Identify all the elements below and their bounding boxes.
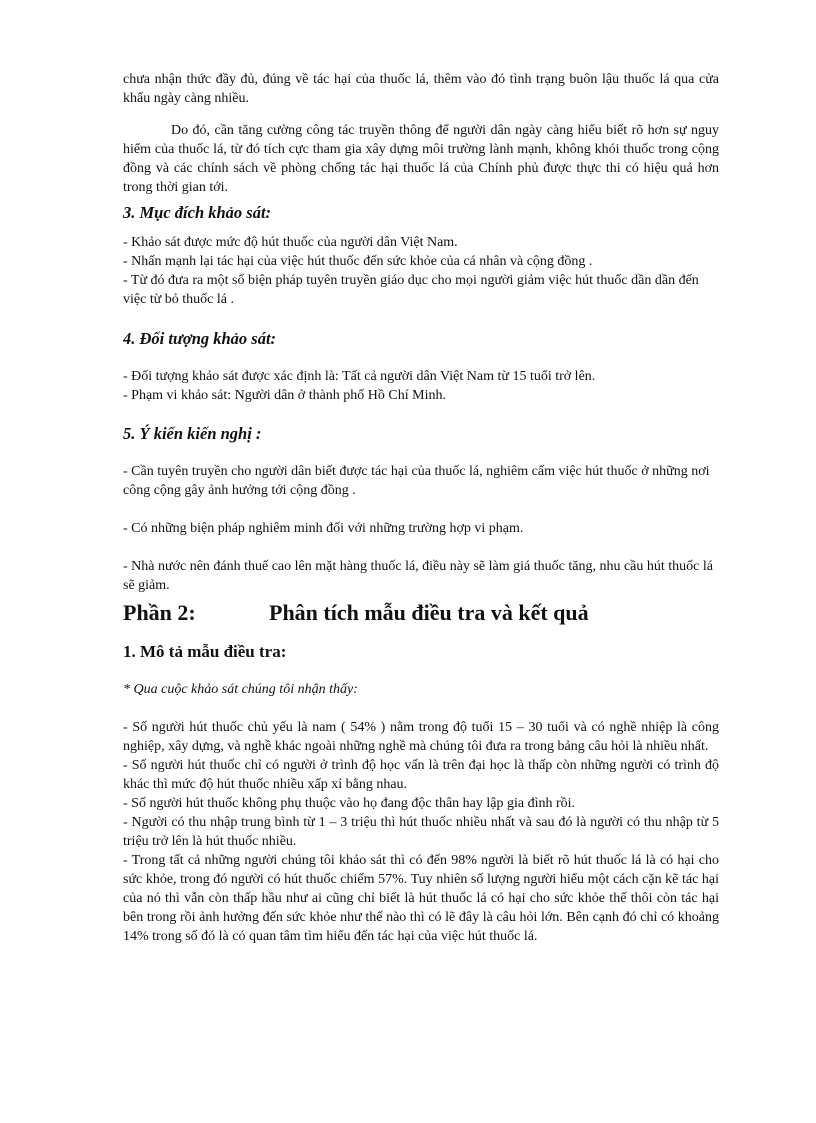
document-page	[123, 70, 719, 946]
part-2-item-1: - Số người hút thuốc chủ yếu là nam ( 54% ) nằm trong độ tuổi 15 – 30 tuổi và có nghề nhiệp là công nghiệp, xây dựng, và nghề khác ngoài những nghề mà chúng tôi đưa ra trong bảng câu hỏi là nhiều nhất.	[123, 720, 719, 754]
part-2-heading	[123, 600, 719, 626]
part-2-item-2: - Số người hút thuốc chỉ có người ở trình độ học vấn là trên đại học là thấp còn những người có trình độ khác thì mức độ hút thuốc nhiều xấp xỉ bằng nhau.	[123, 758, 719, 792]
part-2-item-4: - Người có thu nhập trung bình từ 1 – 3 triệu thì hút thuốc nhiều nhất và sau đó là người có thu nhập từ 5 triệu trở lên là hút thuốc nhiều.	[123, 815, 719, 849]
section-4-item-1: - Đối tượng khảo sát được xác định là: Tất cả người dân Việt Nam từ 15 tuổi trở lên.	[123, 369, 596, 384]
section-3-item-1: - Khảo sát được mức độ hút thuốc của người dân Việt Nam.	[123, 235, 458, 250]
section-5-item-1: - Cần tuyên truyền cho người dân biết được tác hại của thuốc lá, nghiêm cấm việc hút thuốc ở những nơi công cộng gây ảnh hưởng tới cộng đồng .	[123, 464, 710, 498]
part-2-label: Phần 2:	[123, 600, 196, 625]
section-5-heading: 5. Ý kiến kiến nghị :	[123, 424, 262, 443]
part-2-title: Phân tích mẫu điều tra và kết quả	[269, 600, 589, 625]
section-3-heading: 3. Mục đích khảo sát:	[123, 203, 272, 222]
section-5-item-3: - Nhà nước nên đánh thuế cao lên mặt hàng thuốc lá, điều này sẽ làm giá thuốc tăng, nhu cầu hút thuốc lá sẽ giảm.	[123, 559, 713, 593]
section-3-item-2: - Nhấn mạnh lại tác hại của việc hút thuốc đến sức khỏe của cá nhân và cộng đồng .	[123, 254, 593, 269]
section-3-item-3: - Từ đó đưa ra một số biện pháp tuyên truyền giáo dục cho mọi người giảm việc hút thuốc dần dần đến việc từ bỏ thuốc lá .	[123, 273, 699, 307]
section-4-item-2: - Phạm vi khảo sát: Người dân ở thành phố Hồ Chí Minh.	[123, 388, 446, 403]
section-4-heading: 4. Đối tượng khảo sát:	[123, 329, 277, 348]
part-2-sub-heading: 1. Mô tả mẫu điều tra:	[123, 642, 287, 661]
intro-paragraph-2: Do đó, cần tăng cường công tác truyền thông để người dân ngày càng hiểu biết rõ hơn sự nguy hiểm của thuốc lá, từ đó tích cực tham gia xây dựng môi trường lành mạnh, không khói thuốc trong cộng đồng và các chính sách về phòng chống tác hại thuốc lá của Chính phủ được thực thi có hiệu quả hơn trong thời gian tới.	[123, 123, 719, 195]
part-2-note: * Qua cuộc khảo sát chúng tôi nhận thấy:	[123, 682, 358, 697]
part-2-item-5: - Trong tất cả những người chúng tôi khảo sát thì có đến 98% người là biết rõ hút thuốc lá là có hại cho sức khỏe, trong đó người có hút thuốc chiếm 57%. Tuy nhiên số lượng người hiểu một cách cặn kẽ tác hại của nó thì vẫn còn thấp hầu như ai cũng chỉ biết là hút thuốc lá có hại cho sức khỏe thế thôi còn tác hại bên trong rồi ảnh hưởng đến sức khỏe như thế nào thì có lẽ đây là câu hỏi lớn. Bên cạnh đó chỉ có khoảng 14% trong số đó là có quan tâm tìm hiểu đến tác hại của việc hút thuốc lá.	[123, 853, 719, 944]
section-5-item-2: - Có những biện pháp nghiêm minh đối với những trường hợp vi phạm.	[123, 521, 524, 536]
part-2-item-3: - Số người hút thuốc không phụ thuộc vào họ đang độc thân hay lập gia đình rồi.	[123, 796, 576, 811]
intro-paragraph-1: chưa nhận thức đầy đủ, đúng về tác hại của thuốc lá, thêm vào đó tình trạng buôn lậu thuốc lá qua cửa khẩu ngày càng nhiều.	[123, 72, 719, 106]
